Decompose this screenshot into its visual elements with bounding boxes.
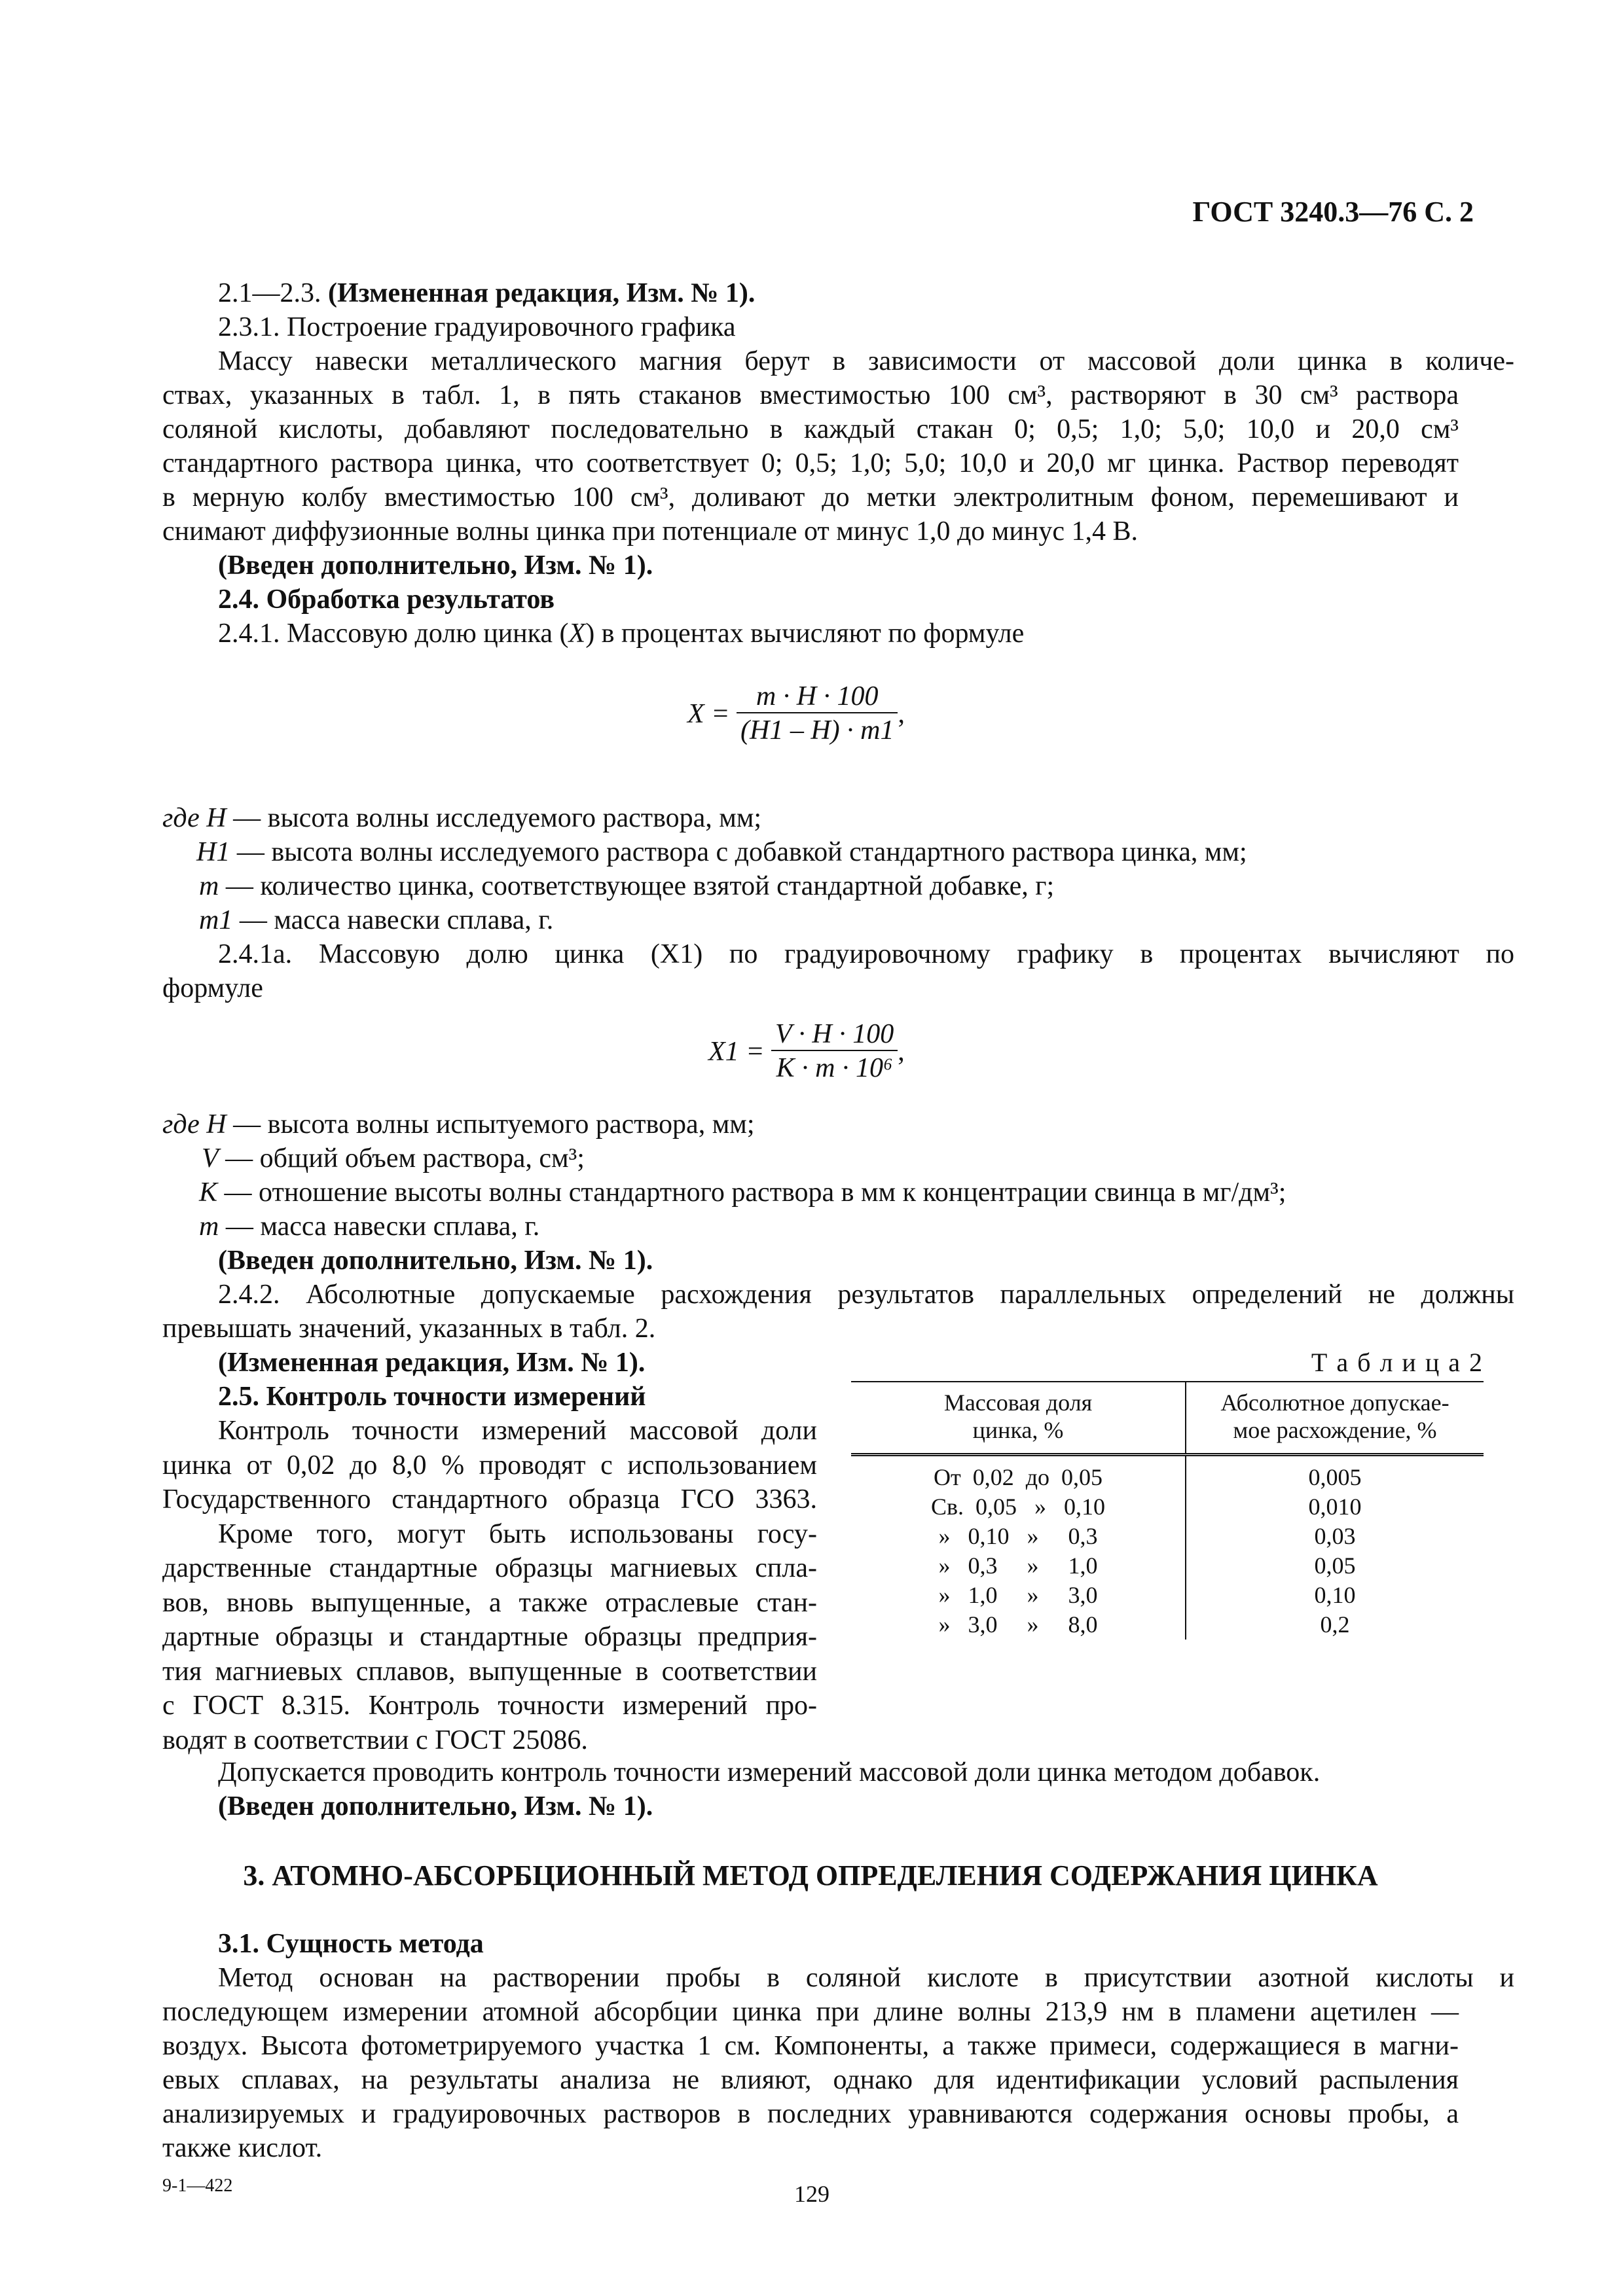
page-number: 129 [794, 2181, 830, 2207]
table-row [851, 1551, 1484, 1581]
intro-text: 2.4.1. Массовую долю цинка ( [218, 619, 569, 649]
clause-number: 2.1—2.3. [218, 278, 321, 308]
header-line: цинка, % [972, 1417, 1064, 1443]
definition-symbol: m [199, 871, 219, 901]
table-row [851, 1492, 1484, 1522]
clause-2-4-2-line: превышать значений, указанных в табл. 2. [162, 1314, 656, 1344]
clause-3-1-line: евых сплавах, на результаты анализа не влияют, однако для идентификации условий распыления [162, 2065, 1459, 2095]
table-row [851, 1522, 1484, 1551]
clause-2-5-title: 2.5. Контроль точности измерений [218, 1382, 646, 1412]
definition-symbol: где H [162, 1109, 227, 1139]
definition-item [162, 869, 1495, 904]
amendment-note: (Введен дополнительно, Изм. № 1). [218, 1246, 653, 1276]
table-cell-value: 0,10 [1314, 1582, 1356, 1608]
amendment-note: (Введен дополнительно, Изм. № 1). [218, 550, 653, 581]
clause-2-4-1a-line: 2.4.1а. Массовую долю цинка (X1) по градуировочному графику в процентах вычисляют по [218, 939, 1514, 969]
table-header-row [851, 1382, 1484, 1455]
table-cell-range: » 0,10 » 0,3 [851, 1522, 1186, 1551]
definition-symbol: m [199, 1211, 219, 1242]
definition-text: — общий объем раствора, см³; [218, 1143, 585, 1174]
table-row [851, 1610, 1484, 1640]
clause-2-5-body [162, 1414, 817, 1757]
clause-2-3-1-line: Массу навески металлического магния берут в зависимости от массовой доли цинка в количе- [218, 346, 1514, 376]
clause-3-1-title: 3.1. Сущность метода [218, 1929, 484, 1959]
formula-fraction [737, 681, 898, 747]
formula-trail: , [898, 1036, 905, 1067]
clause-3-1-line: Метод основан на растворении пробы в соляной кислоте в присутствии азотной кислоты и [218, 1963, 1514, 1993]
clause-2-3-1-title: 2.3.1. Построение градуировочного графика [218, 312, 736, 342]
clause-2-3-1-line: ствах, указанных в табл. 1, в пять стаканов вместимостью 100 см³, растворяют в 30 см³ раствора [162, 380, 1459, 410]
clause-2-4-1a-line: формуле [162, 973, 263, 1003]
definition-text: — масса навески сплава, г. [232, 905, 554, 935]
header-line: Абсолютное допускае- [1220, 1390, 1450, 1416]
clause-2-4-2-line: 2.4.2. Абсолютные допускаемые расхождения результатов параллельных определений не должны [218, 1280, 1514, 1310]
clause-2-3-1-line: снимают диффузионные волны цинка при потенциале от минус 1,0 до минус 1,4 В. [162, 516, 1138, 547]
header-line: Массовая доля [943, 1390, 1093, 1416]
clause-2-5-tail: Допускается проводить контроль точности измерений массовой доли цинка методом добавок. [218, 1757, 1321, 1787]
definition-text: — количество цинка, соответствующее взятой стандартной добавке, г; [219, 871, 1055, 901]
clause-2-5-line: дартные образцы и стандартные образцы предприя- [162, 1622, 817, 1652]
definition-text: — высота волны исследуемого раствора, мм; [226, 803, 762, 833]
table-cell-value: 0,010 [1308, 1494, 1362, 1520]
clause-2-5-line: Контроль точности измерений массовой доли [218, 1416, 817, 1446]
print-code: 9-1—422 [162, 2176, 233, 2196]
definition-symbol: V [202, 1143, 219, 1174]
clause-2-5-line: с ГОСТ 8.315. Контроль точности измерений про- [162, 1691, 817, 1721]
clause-2-3-1-line: стандартного раствора цинка, что соответствует 0; 0,5; 1,0; 5,0; 10,0 и 20,0 мг цинка. Раствор переводят [162, 448, 1459, 478]
clause-2-5-line: Государственного стандартного образца ГСО 3363. [162, 1484, 817, 1515]
clause-2-5-line: тия магниевых сплавов, выпущенные в соответствии [162, 1656, 817, 1687]
formula-fraction [771, 1018, 898, 1085]
definition-text: — высота волны исследуемого раствора с добавкой стандартного раствора цинка, мм; [230, 837, 1247, 867]
definition-item [162, 1175, 1495, 1210]
document-header: ГОСТ 3240.3—76 С. 2 [1192, 196, 1474, 228]
definition-text: — отношение высоты волны стандартного раствора в мм к концентрации свинца в мг/дм³; [217, 1177, 1286, 1208]
clause-2-5-line: вов, вновь выпущенные, а также отраслевые стан- [162, 1587, 817, 1618]
table-cell-value: 0,2 [1320, 1611, 1350, 1638]
definition-symbol: где H [162, 803, 227, 833]
clause-2-4-title: 2.4. Обработка результатов [218, 584, 555, 615]
section-3-heading: 3. АТОМНО-АБСОРБЦИОННЫЙ МЕТОД ОПРЕДЕЛЕНИЯ СОДЕРЖАНИЯ ЦИНКА [243, 1859, 1378, 1892]
formula-numerator: V · H · 100 [771, 1018, 898, 1051]
formula-denominator: K · m · 10⁶ [776, 1053, 893, 1083]
clause-3-1-line: воздух. Высота фотометрируемого участка 1 см. Компоненты, а также примеси, содержащиеся в магни- [162, 2031, 1459, 2061]
table-row [851, 1581, 1484, 1610]
definition-item [162, 1141, 1498, 1176]
definition-text: — масса навески сплава, г. [219, 1211, 540, 1242]
amendment-note: (Измененная редакция, Изм. № 1). [328, 278, 756, 308]
intro-text: ) в процентах вычисляют по формуле [585, 619, 1025, 649]
table-cell-range: » 0,3 » 1,0 [851, 1551, 1186, 1581]
clause-3-1-line: последующем измерении атомной абсорбции цинка при длине волны 213,9 нм в пламени ацетилен — [162, 1997, 1459, 2027]
formula-mass-fraction [687, 681, 905, 747]
table-cell-range: » 1,0 » 3,0 [851, 1581, 1186, 1610]
formula-numerator: m · H · 100 [737, 681, 898, 713]
table-cell-value: 0,05 [1314, 1552, 1356, 1579]
table-cell-range: » 3,0 » 8,0 [851, 1610, 1186, 1640]
clause-2-5-line: водят в соответствии с ГОСТ 25086. [162, 1725, 588, 1755]
clause-3-1-line: также кислот. [162, 2133, 323, 2163]
formula-lhs: X = [687, 698, 730, 729]
definition-symbol: m1 [199, 905, 233, 935]
amendment-note: (Введен дополнительно, Изм. № 1). [218, 1791, 653, 1821]
clause-2-3-1-line: в мерную колбу вместимостью 100 см³, доливают до метки электролитным фоном, перемешивают и [162, 482, 1459, 512]
definition-item [162, 903, 1495, 938]
clause-2-5-line: цинка от 0,02 до 8,0 % проводят с использованием [162, 1450, 817, 1480]
clause-2-1-2-3 [162, 276, 1514, 311]
variable-x: X [568, 619, 586, 649]
definition-item [162, 835, 1493, 870]
table-header-cell [1186, 1382, 1484, 1455]
formula-lhs: X1 = [708, 1036, 765, 1067]
table-cell-value: 0,005 [1308, 1464, 1362, 1490]
definition-item [162, 1107, 1459, 1142]
clause-3-1-line: анализируемых и градуировочных растворов в последних уравниваются содержания основы пробы, а [162, 2099, 1459, 2129]
table-caption: Т а б л и ц а 2 [1311, 1348, 1484, 1377]
formula-trail: , [898, 698, 905, 729]
table-row [851, 1455, 1484, 1493]
clause-2-5-line: Кроме того, могут быть использованы госу- [218, 1518, 817, 1549]
clause-2-3-1-line: соляной кислоты, добавляют последовательно в каждый стакан 0; 0,5; 1,0; 5,0; 10,0 и 20,0 см³ [162, 414, 1459, 444]
formula-denominator: (H1 – H) · m1 [740, 715, 894, 745]
table-cell-range: От 0,02 до 0,05 [851, 1455, 1186, 1493]
definition-text: — высота волны испытуемого раствора, мм; [226, 1109, 755, 1139]
definition-symbol: H1 [196, 837, 230, 867]
amendment-note: (Измененная редакция, Изм. № 1). [218, 1348, 646, 1378]
table-cell-range: Св. 0,05 » 0,10 [851, 1492, 1186, 1522]
clause-2-4-1-intro [162, 617, 1514, 651]
header-line: мое расхождение, % [1233, 1417, 1437, 1443]
table-2 [851, 1381, 1484, 1640]
definition-symbol: K [199, 1177, 218, 1208]
definition-item [162, 801, 1459, 836]
formula-graph-fraction [708, 1018, 905, 1085]
table-cell-value: 0,03 [1314, 1523, 1356, 1549]
clause-2-5-line: дарственные стандартные образцы магниевых спла- [162, 1553, 817, 1583]
definition-item [162, 1210, 1495, 1244]
table-header-cell [851, 1382, 1186, 1455]
